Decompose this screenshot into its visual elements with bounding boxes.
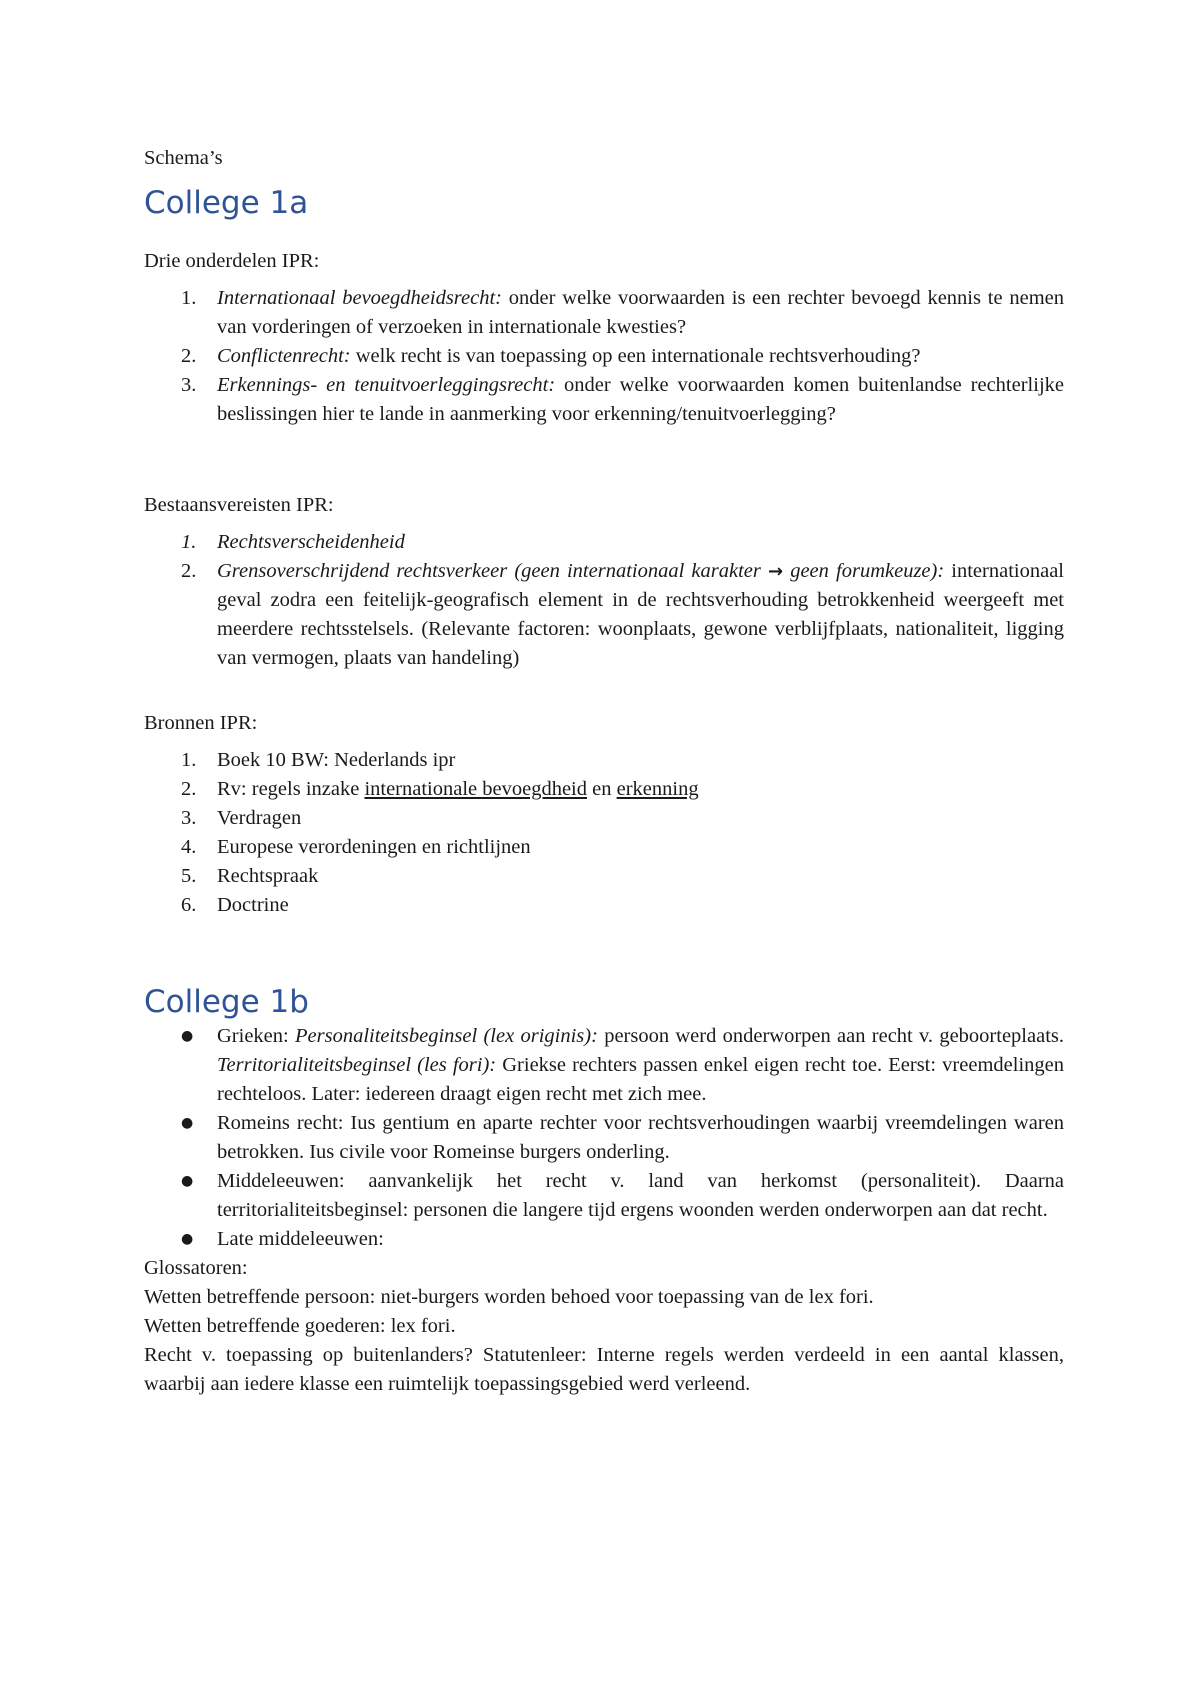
paragraph: Wetten betreffende goederen: lex fori.	[144, 1315, 456, 1337]
bullet-icon: ●	[181, 1231, 194, 1247]
bronnen-intro: Bronnen IPR:	[144, 712, 258, 734]
list-item: ● Middeleeuwen: aanvankelijk het recht v. land van herkomst (personaliteit). Daarna territorialiteitsbeginsel: personen die langere tijd ergens woonden werden onderworpen aan dat recht.	[144, 1167, 1064, 1225]
bestaansvereisten-list	[144, 528, 1064, 673]
list-item: ● Late middeleeuwen:	[144, 1225, 1064, 1254]
list-item: ● Romeins recht: Ius gentium en aparte rechter voor rechtsverhoudingen waarbij vreemdelingen waren betrokken. Ius civile voor Romeinse burgers onderling.	[144, 1109, 1064, 1167]
term: Territorialiteitsbeginsel (les fori):	[217, 1054, 497, 1076]
list-item: 2. Conflictenrecht: welk recht is van toepassing op een internationale rechtsverhouding?	[181, 345, 921, 367]
bullet-icon: ●	[181, 1173, 194, 1189]
drie-onderdelen-list	[144, 284, 1064, 429]
paragraph: Wetten betreffende persoon: niet-burgers worden behoed voor toepassing van de lex fori.	[144, 1286, 874, 1308]
list-item: 2. Rv: regels inzake internationale bevoegdheid en erkenning	[181, 778, 699, 800]
term: Personaliteitsbeginsel (lex originis):	[295, 1025, 598, 1047]
document-label: Schema’s	[144, 147, 223, 169]
list-item: 1. Internationaal bevoegdheidsrecht: onder welke voorwaarden is een rechter bevoegd kennis te nemen van vorderingen of verzoeken in internationale kwesties?	[181, 287, 1064, 338]
list-item: 6. Doctrine	[181, 894, 289, 916]
drie-onderdelen-intro: Drie onderdelen IPR:	[144, 250, 320, 272]
link-erkenning[interactable]: erkenning	[616, 778, 699, 800]
heading-college-1b: College 1b	[144, 984, 309, 1020]
list-item: ● Grieken: Personaliteitsbeginsel (lex originis): persoon werd onderworpen aan recht v. geboorteplaats. Territorialiteitsbeginsel (les fori): Griekse rechters passen enkel eigen recht toe. Eerst: vreemdelingen rechteloos. Later: iedereen draagt eigen recht met zich mee.	[144, 1022, 1064, 1109]
paragraph: Recht v. toepassing op buitenlanders? Statutenleer: Interne regels werden verdeeld in een aantal klassen, waarbij aan iedere klasse een ruimtelijk toepassingsgebied werd verleend.	[144, 1344, 1064, 1395]
term: Internationaal bevoegdheidsrecht:	[217, 287, 502, 309]
paragraph-glossatoren: Glossatoren:	[144, 1257, 248, 1279]
list-item: 2. Grensoverschrijdend rechtsverkeer (geen internationaal karakter → geen forumkeuze): internationaal geval zodra een feitelijk-geografisch element in de rechtsverhouding betrokkenheid weergeeft met meerdere rechtsstelsels. (Relevante factoren: woonplaats, gewone verblijfplaats, nationaliteit, ligging van vermogen, plaats van handeling)	[181, 560, 1064, 669]
list-item: 3. Verdragen	[181, 807, 302, 829]
bullet-icon: ●	[181, 1115, 194, 1131]
arrow-right-icon: →	[767, 561, 784, 582]
term: Erkennings- en tenuitvoerleggingsrecht:	[217, 374, 556, 396]
list-item: 5. Rechtspraak	[181, 865, 319, 887]
link-internationale-bevoegdheid[interactable]: internationale bevoegdheid	[364, 778, 588, 800]
bronnen-list	[144, 746, 1064, 920]
college-1b-bullets	[144, 1022, 1064, 1254]
term: Grensoverschrijdend rechtsverkeer (geen internationaal karakter	[217, 560, 768, 582]
term: Rechtsverscheidenheid	[217, 531, 405, 553]
heading-college-1a: College 1a	[144, 185, 309, 221]
list-item: 1. Boek 10 BW: Nederlands ipr	[181, 749, 456, 771]
term: Conflictenrecht:	[217, 345, 351, 367]
list-item: 3. Erkennings- en tenuitvoerleggingsrecht: onder welke voorwaarden komen buitenlandse rechterlijke beslissingen hier te lande in aanmerking voor erkenning/tenuitvoerlegging?	[181, 374, 1064, 425]
bullet-icon: ●	[181, 1028, 194, 1044]
list-item: 1. Rechtsverscheidenheid	[181, 531, 405, 553]
bestaansvereisten-intro: Bestaansvereisten IPR:	[144, 494, 334, 516]
list-item: 4. Europese verordeningen en richtlijnen	[181, 836, 531, 858]
